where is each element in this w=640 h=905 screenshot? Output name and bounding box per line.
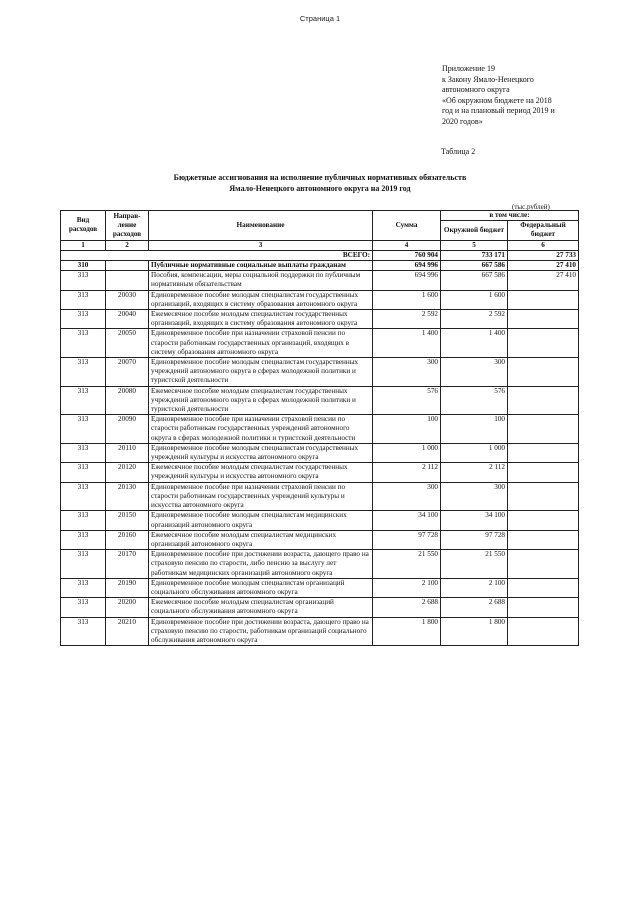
title-line: Бюджетные ассигнования на исполнение публичных нормативных обязательств [173, 173, 467, 182]
cell-vid: 313 [61, 550, 106, 579]
column-index: 5 [441, 240, 508, 250]
cell-okr: 34 100 [441, 511, 508, 530]
cell-sum: 1 800 [373, 617, 441, 646]
appendix-line: «Об окружном бюджете на 2018 [442, 95, 552, 105]
cell-napr: 20190 [106, 578, 149, 597]
cell-fed: 27 410 [508, 261, 579, 271]
cell-okr: 576 [441, 386, 508, 415]
cell-okr: 1 000 [441, 443, 508, 462]
column-index: 6 [508, 240, 579, 250]
cell-okr: 100 [441, 415, 508, 444]
table-row [61, 386, 579, 415]
cell-vid: 313 [61, 443, 106, 462]
cell-fed [508, 617, 579, 646]
cell-name: Единовременное пособие при назначении страховой пенсии по старости работникам государственных учреждений культуры и искусства автономного округа [149, 482, 373, 511]
appendix-line: год и на плановый период 2019 и [442, 106, 555, 115]
header-name: Наименование [149, 211, 373, 241]
cell-napr: 20030 [106, 290, 149, 309]
cell-fed [508, 463, 579, 482]
cell-sum: 2 688 [373, 598, 441, 617]
cell-napr [106, 271, 149, 290]
cell-vid: 313 [61, 511, 106, 530]
cell-fed [508, 598, 579, 617]
appendix-line: 2020 годов» [442, 116, 483, 126]
cell-sum: 97 728 [373, 530, 441, 549]
appendix-line: автономного округа [442, 85, 510, 94]
cell-sum: 34 100 [373, 511, 441, 530]
cell-sum: 1 600 [373, 290, 441, 309]
cell-fed [508, 550, 579, 579]
cell-name: Единовременное пособие молодым специалистам медицинских организаций автономного округа [149, 511, 373, 530]
table-row [61, 329, 579, 358]
cell-fed: 27 410 [508, 271, 579, 290]
cell-vid: 313 [61, 290, 106, 309]
column-index: 3 [149, 240, 373, 250]
table-row [61, 550, 579, 579]
cell-napr: 20040 [106, 310, 149, 329]
cell-okr: 2 592 [441, 310, 508, 329]
cell-sum: 694 996 [373, 261, 441, 271]
cell-name: Единовременное пособие при назначении страховой пенсии по старости работникам государственных учреждений автономного округа в сферах молодежной политики и туристской деятельности [149, 415, 373, 444]
cell-sum: 100 [373, 415, 441, 444]
cell-okr: 1 600 [441, 290, 508, 309]
cell-sum: 2 112 [373, 463, 441, 482]
cell-fed [508, 511, 579, 530]
cell-name: Публичные нормативные социальные выплаты гражданам [149, 261, 373, 271]
cell-napr: 20170 [106, 550, 149, 579]
table-row [61, 310, 579, 329]
cell-napr [106, 261, 149, 271]
table-row [61, 358, 579, 387]
cell-name: Пособия, компенсации, меры социальной поддержки по публичным нормативным обязательствам [149, 271, 373, 290]
units-label: (тыс.рублей) [512, 203, 550, 211]
cell-sum: 1 000 [373, 443, 441, 462]
cell-okr: 2 100 [441, 578, 508, 597]
table-row [61, 578, 579, 597]
table-row [61, 290, 579, 309]
table-row [61, 463, 579, 482]
cell-sum: 576 [373, 386, 441, 415]
total-label: ВСЕГО: [61, 250, 373, 260]
table-number: Таблица 2 [441, 147, 476, 156]
cell-name: Ежемесячное пособие молодым специалистам государственных учреждений автономного округа в сферах молодежной политики и туристской деятельности [149, 386, 373, 415]
table-row [61, 271, 579, 290]
cell-fed [508, 329, 579, 358]
column-index: 4 [373, 240, 441, 250]
header-vid: Вид расходов [61, 211, 106, 241]
appendix-note [442, 64, 592, 127]
cell-sum: 300 [373, 482, 441, 511]
cell-name: Единовременное пособие при достижении возраста, дающего право на страховую пенсию по старости, либо пенсию за выслугу лет работникам медицинских организаций автономного округа [149, 550, 373, 579]
cell-vid: 313 [61, 530, 106, 549]
header-napr: Направ-ление расходов [106, 211, 149, 241]
title-line: Ямало-Ненецкого автономного округа на 2019 год [229, 184, 411, 193]
cell-sum: 1 400 [373, 329, 441, 358]
table-row [61, 511, 579, 530]
cell-napr: 20080 [106, 386, 149, 415]
cell-napr: 20110 [106, 443, 149, 462]
cell-name: Единовременное пособие молодым специалистам организаций социального обслуживания автономного округа [149, 578, 373, 597]
cell-name: Единовременное пособие при достижении возраста, дающего право на страховую пенсию по старости, работникам организаций социального обслуживания автономного округа [149, 617, 373, 646]
cell-fed [508, 310, 579, 329]
header-sum: Сумма [373, 211, 441, 241]
total-fed: 27 733 [508, 250, 579, 260]
cell-fed [508, 578, 579, 597]
total-sum: 760 904 [373, 250, 441, 260]
cell-sum: 300 [373, 358, 441, 387]
table-row [61, 598, 579, 617]
cell-name: Единовременное пособие при назначении страховой пенсии по старости работникам государственных организаций, входящих в систему образования автономного округа [149, 329, 373, 358]
cell-napr: 20210 [106, 617, 149, 646]
cell-fed [508, 290, 579, 309]
page-header: Страница 1 [299, 14, 341, 23]
table-row [61, 482, 579, 511]
cell-vid: 313 [61, 578, 106, 597]
document-title [60, 172, 580, 194]
header-fed: Федеральный бюджет [508, 221, 579, 240]
cell-name: Ежемесячное пособие молодым специалистам организаций социального обслуживания автономного округа [149, 598, 373, 617]
cell-napr: 20130 [106, 482, 149, 511]
header-incl: в том числе: [441, 211, 579, 221]
cell-okr: 1 400 [441, 329, 508, 358]
cell-okr: 300 [441, 482, 508, 511]
cell-name: Ежемесячное пособие молодым специалистам медицинских организаций автономного округа [149, 530, 373, 549]
cell-vid: 313 [61, 617, 106, 646]
cell-vid: 313 [61, 415, 106, 444]
column-index: 2 [106, 240, 149, 250]
cell-okr: 2 112 [441, 463, 508, 482]
cell-vid: 313 [61, 358, 106, 387]
cell-vid: 313 [61, 598, 106, 617]
cell-vid: 313 [61, 329, 106, 358]
cell-name: Единовременное пособие молодым специалистам государственных учреждений автономного округа в сферах молодежной политики и туристской деятельности [149, 358, 373, 387]
cell-vid: 313 [61, 271, 106, 290]
cell-fed [508, 530, 579, 549]
cell-vid: 310 [61, 261, 106, 271]
cell-sum: 694 996 [373, 271, 441, 290]
cell-fed [508, 386, 579, 415]
cell-name: Единовременное пособие молодым специалистам государственных организаций, входящих в систему образования автономного округа [149, 290, 373, 309]
table-row [61, 617, 579, 646]
table-row [61, 261, 579, 271]
cell-napr: 20070 [106, 358, 149, 387]
cell-sum: 2 592 [373, 310, 441, 329]
total-okr: 733 171 [441, 250, 508, 260]
cell-napr: 20120 [106, 463, 149, 482]
cell-okr: 21 550 [441, 550, 508, 579]
cell-okr: 667 586 [441, 271, 508, 290]
table-row [61, 415, 579, 444]
cell-vid: 313 [61, 463, 106, 482]
cell-okr: 300 [441, 358, 508, 387]
column-index-row [61, 240, 579, 250]
appropriations-table [60, 210, 579, 646]
column-index: 1 [61, 240, 106, 250]
cell-napr: 20150 [106, 511, 149, 530]
cell-napr: 20200 [106, 598, 149, 617]
cell-sum: 21 550 [373, 550, 441, 579]
cell-name: Ежемесячное пособие молодым специалистам государственных организаций, входящих в систему образования автономного округа [149, 310, 373, 329]
cell-napr: 20050 [106, 329, 149, 358]
cell-okr: 667 586 [441, 261, 508, 271]
cell-vid: 313 [61, 310, 106, 329]
cell-napr: 20160 [106, 530, 149, 549]
cell-name: Ежемесячное пособие молодым специалистам государственных учреждений культуры и искусства автономного округа [149, 463, 373, 482]
cell-okr: 1 800 [441, 617, 508, 646]
cell-okr: 2 688 [441, 598, 508, 617]
table-row [61, 530, 579, 549]
table-row [61, 443, 579, 462]
cell-vid: 313 [61, 482, 106, 511]
cell-fed [508, 358, 579, 387]
cell-name: Единовременное пособие молодым специалистам государственных учреждений культуры и искусства автономного округа [149, 443, 373, 462]
header-okr: Окружной бюджет [441, 221, 508, 240]
cell-fed [508, 482, 579, 511]
cell-vid: 313 [61, 386, 106, 415]
cell-napr: 20090 [106, 415, 149, 444]
cell-fed [508, 443, 579, 462]
cell-fed [508, 415, 579, 444]
cell-okr: 97 728 [441, 530, 508, 549]
appendix-line: Приложение 19 [442, 64, 495, 73]
cell-sum: 2 100 [373, 578, 441, 597]
appendix-line: к Закону Ямало-Ненецкого [442, 74, 534, 84]
total-row [61, 250, 579, 260]
